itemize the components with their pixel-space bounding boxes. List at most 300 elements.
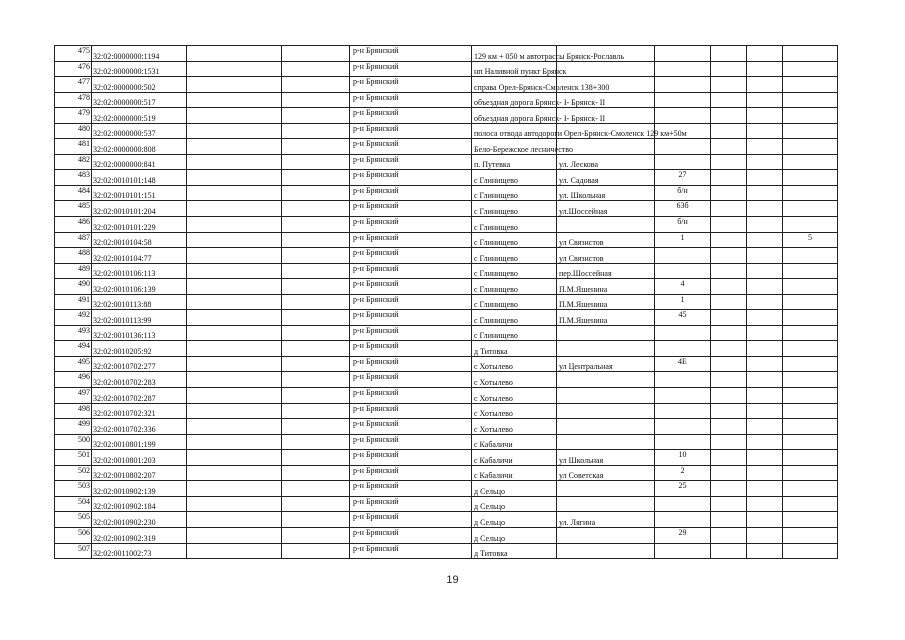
cadastral-number: 32:02:0010101:229 [92, 217, 187, 233]
empty-cell [711, 434, 747, 450]
empty-cell [711, 217, 747, 233]
empty-cell [711, 108, 747, 124]
table-row [55, 450, 838, 466]
empty-cell [747, 248, 783, 264]
empty-cell [282, 372, 350, 388]
empty-cell [282, 403, 350, 419]
empty-cell [711, 419, 747, 435]
empty-cell [711, 388, 747, 404]
table-row [55, 170, 838, 186]
district-cell: р-н Брянский [350, 512, 472, 528]
street-cell: ул. Школьная [557, 185, 655, 201]
empty-cell [187, 341, 282, 357]
cadastral-number: 32:02:0010113:88 [92, 294, 187, 310]
empty-cell [747, 341, 783, 357]
empty-cell [282, 543, 350, 559]
house-cell: 10 [655, 450, 711, 466]
row-number: 478 [55, 92, 92, 108]
empty-cell [187, 263, 282, 279]
empty-cell [187, 279, 282, 295]
cadastral-number: 32:02:0010902:184 [92, 496, 187, 512]
table-row [55, 543, 838, 559]
locality-cell: Бело-Бережское лесничество [472, 139, 557, 155]
table-row [55, 185, 838, 201]
empty-cell [747, 372, 783, 388]
empty-cell [711, 170, 747, 186]
table-row [55, 294, 838, 310]
table-row [55, 465, 838, 481]
locality-cell: п. Путевка [472, 154, 557, 170]
house-cell [655, 388, 711, 404]
empty-cell [187, 185, 282, 201]
street-cell: пер.Шоссейная [557, 263, 655, 279]
house-cell [655, 543, 711, 559]
flat-cell [783, 92, 838, 108]
empty-cell [282, 434, 350, 450]
empty-cell [282, 92, 350, 108]
district-cell: р-н Брянский [350, 434, 472, 450]
empty-cell [187, 232, 282, 248]
district-cell: р-н Брянский [350, 356, 472, 372]
registry-table [54, 45, 838, 559]
row-number: 493 [55, 325, 92, 341]
district-cell: р-н Брянский [350, 310, 472, 326]
row-number: 485 [55, 201, 92, 217]
empty-cell [282, 465, 350, 481]
locality-cell: с Хотылево [472, 388, 557, 404]
flat-cell [783, 46, 838, 62]
row-number: 481 [55, 139, 92, 155]
empty-cell [187, 527, 282, 543]
house-cell: 1 [655, 232, 711, 248]
table-row [55, 434, 838, 450]
district-cell: р-н Брянский [350, 217, 472, 233]
empty-cell [711, 201, 747, 217]
district-cell: р-н Брянский [350, 294, 472, 310]
empty-cell [747, 139, 783, 155]
flat-cell [783, 123, 838, 139]
street-cell [557, 419, 655, 435]
cadastral-number: 32:02:0010801:203 [92, 450, 187, 466]
row-number: 476 [55, 61, 92, 77]
empty-cell [282, 310, 350, 326]
district-cell: р-н Брянский [350, 263, 472, 279]
empty-cell [747, 512, 783, 528]
empty-cell [711, 372, 747, 388]
flat-cell [783, 356, 838, 372]
table-row [55, 263, 838, 279]
row-number: 489 [55, 263, 92, 279]
flat-cell [783, 294, 838, 310]
flat-cell [783, 201, 838, 217]
row-number: 500 [55, 434, 92, 450]
row-number: 490 [55, 279, 92, 295]
house-cell: 2 [655, 465, 711, 481]
flat-cell [783, 310, 838, 326]
table-row [55, 527, 838, 543]
empty-cell [711, 139, 747, 155]
flat-cell [783, 279, 838, 295]
empty-cell [711, 325, 747, 341]
locality-cell: с Хотылево [472, 419, 557, 435]
row-number: 505 [55, 512, 92, 528]
district-cell: р-н Брянский [350, 232, 472, 248]
cadastral-number: 32:02:0010702:277 [92, 356, 187, 372]
row-number: 495 [55, 356, 92, 372]
street-cell [557, 543, 655, 559]
district-cell: р-н Брянский [350, 543, 472, 559]
empty-cell [747, 310, 783, 326]
cadastral-number: 32:02:0000000:517 [92, 92, 187, 108]
row-number: 506 [55, 527, 92, 543]
empty-cell [187, 61, 282, 77]
row-number: 475 [55, 46, 92, 62]
empty-cell [187, 294, 282, 310]
empty-cell [747, 419, 783, 435]
flat-cell [783, 185, 838, 201]
empty-cell [747, 279, 783, 295]
empty-cell [282, 527, 350, 543]
house-cell [655, 154, 711, 170]
locality-cell: справа Орел-Брянск-Смоленск 138+300 [472, 77, 557, 93]
row-number: 486 [55, 217, 92, 233]
cadastral-number: 32:02:0010902:319 [92, 527, 187, 543]
row-number: 497 [55, 388, 92, 404]
flat-cell [783, 248, 838, 264]
empty-cell [282, 185, 350, 201]
house-cell: 4Е [655, 356, 711, 372]
table-row [55, 481, 838, 497]
empty-cell [187, 434, 282, 450]
street-cell: ул Связистов [557, 232, 655, 248]
district-cell: р-н Брянский [350, 279, 472, 295]
district-cell: р-н Брянский [350, 61, 472, 77]
table-row [55, 496, 838, 512]
row-number: 492 [55, 310, 92, 326]
district-cell: р-н Брянский [350, 527, 472, 543]
empty-cell [747, 403, 783, 419]
street-cell [557, 217, 655, 233]
page-number: 19 [446, 574, 459, 586]
empty-cell [711, 512, 747, 528]
street-cell [557, 341, 655, 357]
locality-cell: д Сельцо [472, 496, 557, 512]
house-cell [655, 496, 711, 512]
flat-cell [783, 139, 838, 155]
empty-cell [711, 92, 747, 108]
cadastral-number: 32:02:0000000:537 [92, 123, 187, 139]
flat-cell [783, 512, 838, 528]
empty-cell [747, 325, 783, 341]
district-cell: р-н Брянский [350, 496, 472, 512]
empty-cell [711, 310, 747, 326]
row-number: 480 [55, 123, 92, 139]
cadastral-number: 32:02:0010104:77 [92, 248, 187, 264]
empty-cell [711, 154, 747, 170]
empty-cell [747, 77, 783, 93]
locality-cell: с Глинищево [472, 325, 557, 341]
empty-cell [711, 185, 747, 201]
street-cell [557, 388, 655, 404]
street-cell [557, 372, 655, 388]
flat-cell [783, 403, 838, 419]
district-cell: р-н Брянский [350, 372, 472, 388]
empty-cell [187, 248, 282, 264]
row-number: 502 [55, 465, 92, 481]
cadastral-number: 32:02:0010101:151 [92, 185, 187, 201]
empty-cell [711, 341, 747, 357]
empty-cell [747, 527, 783, 543]
cadastral-number: 32:02:0010702:336 [92, 419, 187, 435]
row-number: 507 [55, 543, 92, 559]
empty-cell [711, 450, 747, 466]
district-cell: р-н Брянский [350, 201, 472, 217]
house-cell [655, 403, 711, 419]
empty-cell [282, 512, 350, 528]
cadastral-number: 32:02:0010702:287 [92, 388, 187, 404]
table-row [55, 512, 838, 528]
empty-cell [747, 388, 783, 404]
empty-cell [747, 154, 783, 170]
row-number: 482 [55, 154, 92, 170]
street-cell: П.М.Яшенина [557, 294, 655, 310]
row-number: 503 [55, 481, 92, 497]
table-row [55, 61, 838, 77]
empty-cell [187, 325, 282, 341]
district-cell: р-н Брянский [350, 248, 472, 264]
locality-cell: с Глинищево [472, 263, 557, 279]
empty-cell [282, 263, 350, 279]
empty-cell [187, 356, 282, 372]
empty-cell [747, 217, 783, 233]
empty-cell [282, 388, 350, 404]
empty-cell [747, 481, 783, 497]
cadastral-number: 32:02:0010205:92 [92, 341, 187, 357]
table-row [55, 419, 838, 435]
locality-cell: нп Наливной пункт Брянск [472, 61, 557, 77]
empty-cell [282, 170, 350, 186]
cadastral-number: 32:02:0010702:321 [92, 403, 187, 419]
empty-cell [747, 450, 783, 466]
empty-cell [747, 232, 783, 248]
table-row [55, 310, 838, 326]
row-number: 501 [55, 450, 92, 466]
row-number: 494 [55, 341, 92, 357]
locality-cell: д Сельцо [472, 512, 557, 528]
row-number: 487 [55, 232, 92, 248]
table-row [55, 403, 838, 419]
empty-cell [282, 248, 350, 264]
empty-cell [282, 108, 350, 124]
empty-cell [187, 170, 282, 186]
empty-cell [711, 294, 747, 310]
empty-cell [282, 450, 350, 466]
flat-cell [783, 419, 838, 435]
street-cell [557, 527, 655, 543]
empty-cell [187, 419, 282, 435]
street-cell: ул Школьная [557, 450, 655, 466]
empty-cell [187, 403, 282, 419]
empty-cell [282, 294, 350, 310]
district-cell: р-н Брянский [350, 170, 472, 186]
empty-cell [187, 217, 282, 233]
empty-cell [282, 481, 350, 497]
street-cell [557, 61, 655, 77]
district-cell: р-н Брянский [350, 403, 472, 419]
empty-cell [187, 154, 282, 170]
row-number: 483 [55, 170, 92, 186]
flat-cell: 5 [783, 232, 838, 248]
empty-cell [187, 46, 282, 62]
street-cell [557, 403, 655, 419]
cadastral-number: 32:02:0010106:113 [92, 263, 187, 279]
empty-cell [282, 61, 350, 77]
cadastral-number: 32:02:0010902:139 [92, 481, 187, 497]
district-cell: р-н Брянский [350, 123, 472, 139]
house-cell: 4 [655, 279, 711, 295]
house-cell [655, 419, 711, 435]
empty-cell [711, 232, 747, 248]
street-cell: ул Центральная [557, 356, 655, 372]
locality-cell: объездная дорога Брянск- I- Брянск- II [472, 108, 557, 124]
row-number: 496 [55, 372, 92, 388]
empty-cell [747, 201, 783, 217]
locality-cell: с Глинищево [472, 279, 557, 295]
empty-cell [282, 419, 350, 435]
flat-cell [783, 217, 838, 233]
empty-cell [187, 77, 282, 93]
empty-cell [747, 123, 783, 139]
empty-cell [711, 465, 747, 481]
table-row [55, 341, 838, 357]
row-number: 491 [55, 294, 92, 310]
district-cell: р-н Брянский [350, 419, 472, 435]
empty-cell [282, 139, 350, 155]
empty-cell [711, 481, 747, 497]
locality-cell: д Сельцо [472, 527, 557, 543]
district-cell: р-н Брянский [350, 388, 472, 404]
cadastral-number: 32:02:0000000:808 [92, 139, 187, 155]
table-row [55, 279, 838, 295]
house-cell: б/н [655, 185, 711, 201]
empty-cell [282, 356, 350, 372]
table-body [55, 46, 838, 559]
empty-cell [747, 294, 783, 310]
empty-cell [711, 527, 747, 543]
empty-cell [711, 46, 747, 62]
table-row [55, 123, 838, 139]
row-number: 484 [55, 185, 92, 201]
district-cell: р-н Брянский [350, 46, 472, 62]
cadastral-number: 32:02:0000000:1531 [92, 61, 187, 77]
table-row [55, 356, 838, 372]
house-cell: 63б [655, 201, 711, 217]
empty-cell [711, 543, 747, 559]
house-cell [655, 263, 711, 279]
empty-cell [187, 481, 282, 497]
empty-cell [747, 92, 783, 108]
empty-cell [187, 465, 282, 481]
locality-cell: с Глинищево [472, 248, 557, 264]
house-cell [655, 139, 711, 155]
cadastral-number: 32:02:0010802:207 [92, 465, 187, 481]
cadastral-number: 32:02:0000000:1194 [92, 46, 187, 62]
locality-cell: д Сельцо [472, 481, 557, 497]
cadastral-number: 32:02:0010101:148 [92, 170, 187, 186]
house-cell [655, 108, 711, 124]
empty-cell [747, 263, 783, 279]
table-row [55, 372, 838, 388]
cadastral-number: 32:02:0010902:230 [92, 512, 187, 528]
house-cell [655, 512, 711, 528]
flat-cell [783, 496, 838, 512]
empty-cell [747, 465, 783, 481]
house-cell [655, 92, 711, 108]
empty-cell [282, 201, 350, 217]
house-cell [655, 248, 711, 264]
empty-cell [711, 279, 747, 295]
cadastral-number: 32:02:0010702:283 [92, 372, 187, 388]
empty-cell [711, 403, 747, 419]
empty-cell [282, 232, 350, 248]
table-row [55, 154, 838, 170]
street-cell [557, 434, 655, 450]
flat-cell [783, 372, 838, 388]
flat-cell [783, 154, 838, 170]
flat-cell [783, 170, 838, 186]
cadastral-number: 32:02:0010113:99 [92, 310, 187, 326]
table-row [55, 325, 838, 341]
locality-cell: с Кабаличи [472, 450, 557, 466]
house-cell [655, 77, 711, 93]
table-row [55, 217, 838, 233]
flat-cell [783, 108, 838, 124]
cadastral-number: 32:02:0010101:204 [92, 201, 187, 217]
district-cell: р-н Брянский [350, 450, 472, 466]
district-cell: р-н Брянский [350, 77, 472, 93]
empty-cell [711, 61, 747, 77]
table-row [55, 388, 838, 404]
empty-cell [187, 139, 282, 155]
flat-cell [783, 61, 838, 77]
flat-cell [783, 527, 838, 543]
locality-cell: с Глинищево [472, 170, 557, 186]
cadastral-number: 32:02:0010106:139 [92, 279, 187, 295]
empty-cell [711, 263, 747, 279]
locality-cell: с Хотылево [472, 356, 557, 372]
empty-cell [747, 108, 783, 124]
house-cell: 1 [655, 294, 711, 310]
row-number: 488 [55, 248, 92, 264]
empty-cell [282, 46, 350, 62]
flat-cell [783, 77, 838, 93]
cadastral-number: 32:02:0010104:58 [92, 232, 187, 248]
house-cell [655, 372, 711, 388]
flat-cell [783, 481, 838, 497]
district-cell: р-н Брянский [350, 341, 472, 357]
empty-cell [747, 543, 783, 559]
empty-cell [711, 248, 747, 264]
empty-cell [747, 496, 783, 512]
street-cell: ул. Лескова [557, 154, 655, 170]
district-cell: р-н Брянский [350, 185, 472, 201]
empty-cell [711, 496, 747, 512]
cadastral-number: 32:02:0010136:113 [92, 325, 187, 341]
empty-cell [187, 310, 282, 326]
house-cell [655, 61, 711, 77]
empty-cell [711, 77, 747, 93]
table-row [55, 77, 838, 93]
